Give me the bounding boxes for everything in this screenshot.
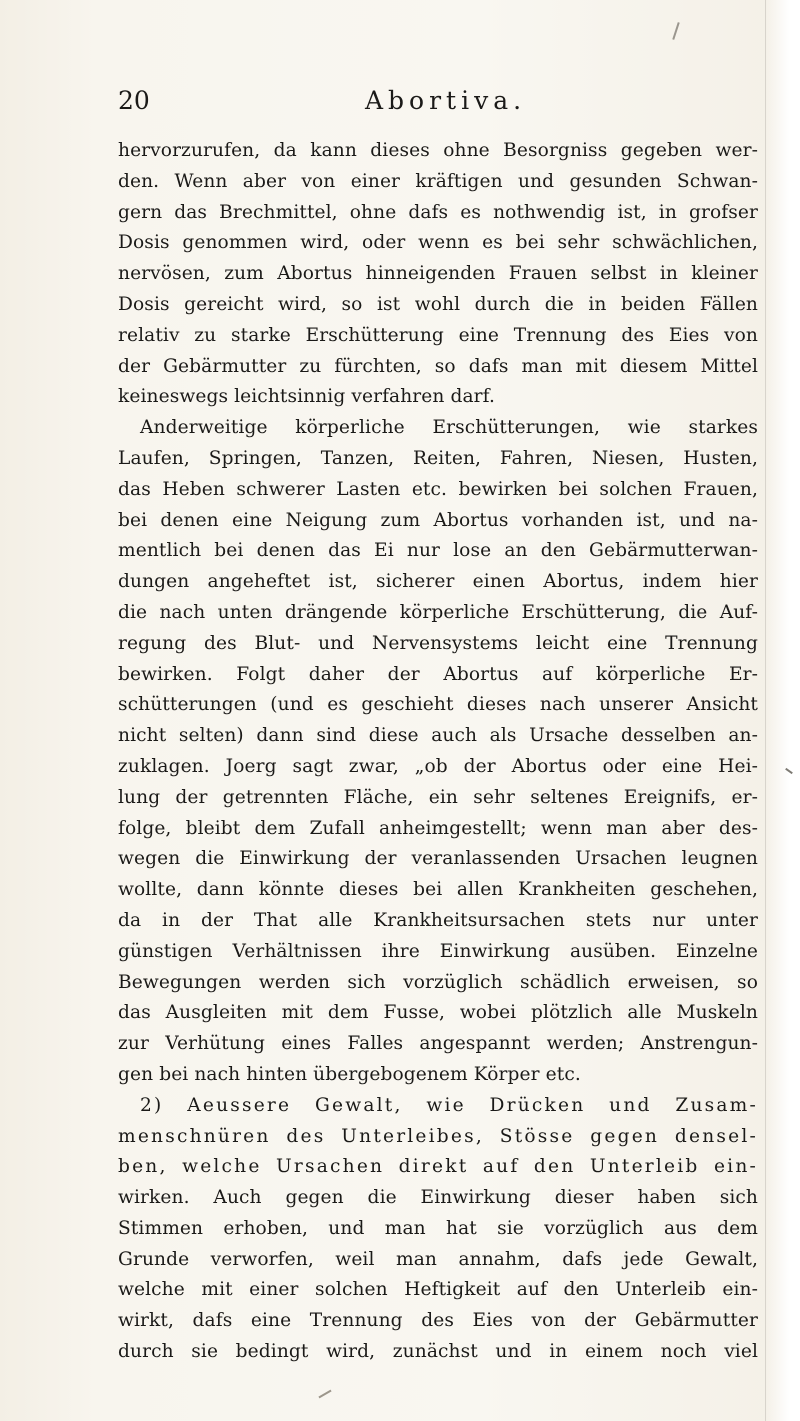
text-line: Stimmen erhoben, und man hat sie vorzüglich aus dem bbox=[118, 1217, 758, 1239]
text-line: dungen angeheftet ist, sicherer einen Abortus, indem hier bbox=[118, 571, 758, 593]
section-heading-line: menschnüren des Unterleibes, Stösse gegen densel- bbox=[118, 1125, 758, 1147]
page-number: 20 bbox=[118, 86, 150, 115]
text-line: bewirken. Folgt daher der Abortus auf körperliche Er- bbox=[118, 663, 758, 685]
page-header bbox=[118, 86, 758, 126]
text-line: Laufen, Springen, Tanzen, Reiten, Fahren, Niesen, Husten, bbox=[118, 447, 758, 469]
text-line: hervorzurufen, da kann dieses ohne Besorgniss gegeben wer- bbox=[118, 140, 758, 161]
section-heading-line: 2) Aeussere Gewalt, wie Drücken und Zusam- bbox=[140, 1094, 758, 1116]
text-line: die nach unten drängende körperliche Erschütterung, die Auf- bbox=[118, 601, 758, 623]
ink-mark bbox=[318, 1390, 331, 1399]
text-line: mentlich bei denen das Ei nur lose an den Gebärmutterwan- bbox=[118, 540, 758, 562]
text-line: welche mit einer solchen Heftigkeit auf den Unterleib ein- bbox=[118, 1279, 758, 1301]
text-line: wirken. Auch gegen die Einwirkung dieser haben sich bbox=[118, 1187, 758, 1209]
text-line: Dosis gereicht wird, so ist wohl durch die in beiden Fällen bbox=[118, 293, 758, 315]
text-line: das Ausgleiten mit dem Fusse, wobei plötzlich alle Muskeln bbox=[118, 1002, 758, 1024]
text-line: gen bei nach hinten übergebogenem Körper etc. bbox=[118, 1063, 581, 1085]
running-head: Abortiva. bbox=[365, 86, 527, 115]
text-line: zuklagen. Joerg sagt zwar, „ob der Abortus oder eine Hei- bbox=[118, 755, 758, 777]
text-line: Dosis genommen wird, oder wenn es bei sehr schwächlichen, bbox=[118, 232, 758, 254]
section-heading-line: ben, welche Ursachen direkt auf den Unterleib ein- bbox=[118, 1156, 758, 1178]
text-line: nervösen, zum Abortus hinneigenden Frauen selbst in kleiner bbox=[118, 263, 758, 285]
text-line: der Gebärmutter zu fürchten, so dafs man mit diesem Mittel bbox=[118, 355, 758, 377]
page-edge bbox=[765, 0, 800, 1421]
text-line: wollte, dann könnte dieses bei allen Krankheiten geschehen, bbox=[118, 879, 758, 901]
text-line: nicht selten) dann sind diese auch als Ursache desselben an- bbox=[118, 725, 758, 747]
text-line: folge, bleibt dem Zufall anheimgestellt; wenn man aber des- bbox=[118, 817, 758, 839]
text-line: keineswegs leichtsinnig verfahren darf. bbox=[118, 386, 495, 408]
text-line: regung des Blut- und Nervensystems leicht eine Trennung bbox=[118, 632, 758, 654]
paragraph-start: Anderweitige körperliche Erschütterungen, wie starkes bbox=[140, 417, 758, 439]
text-line: da in der That alle Krankheitsursachen stets nur unter bbox=[118, 909, 758, 931]
text-line: Grunde verworfen, weil man annahm, dafs jede Gewalt, bbox=[118, 1248, 758, 1270]
pencil-mark bbox=[672, 22, 679, 40]
text-line: relativ zu starke Erschütterung eine Trennung des Eies von bbox=[118, 324, 758, 346]
text-line: durch sie bedingt wird, zunächst und in einem noch viel bbox=[118, 1341, 758, 1363]
text-line: zur Verhütung eines Falles angespannt werden; Anstrengun- bbox=[118, 1033, 758, 1055]
body-text bbox=[118, 136, 758, 1368]
text-line: wirkt, dafs eine Trennung des Eies von der Gebärmutter bbox=[118, 1310, 758, 1332]
text-line: das Heben schwerer Lasten etc. bewirken bei solchen Frauen, bbox=[118, 478, 758, 500]
text-line: Bewegungen werden sich vorzüglich schädlich erweisen, so bbox=[118, 971, 758, 993]
text-line: günstigen Verhältnissen ihre Einwirkung ausüben. Einzelne bbox=[118, 940, 758, 962]
text-line: wegen die Einwirkung der veranlassenden Ursachen leugnen bbox=[118, 848, 758, 870]
text-line: schütterungen (und es geschieht dieses nach unserer Ansicht bbox=[118, 694, 758, 716]
text-line: gern das Brechmittel, ohne dafs es nothwendig ist, in grofser bbox=[118, 201, 758, 223]
text-line: den. Wenn aber von einer kräftigen und gesunden Schwan- bbox=[118, 170, 758, 192]
text-line: lung der getrennten Fläche, ein sehr seltenes Ereignifs, er- bbox=[118, 786, 758, 808]
text-line: bei denen eine Neigung zum Abortus vorhanden ist, und na- bbox=[118, 509, 758, 531]
